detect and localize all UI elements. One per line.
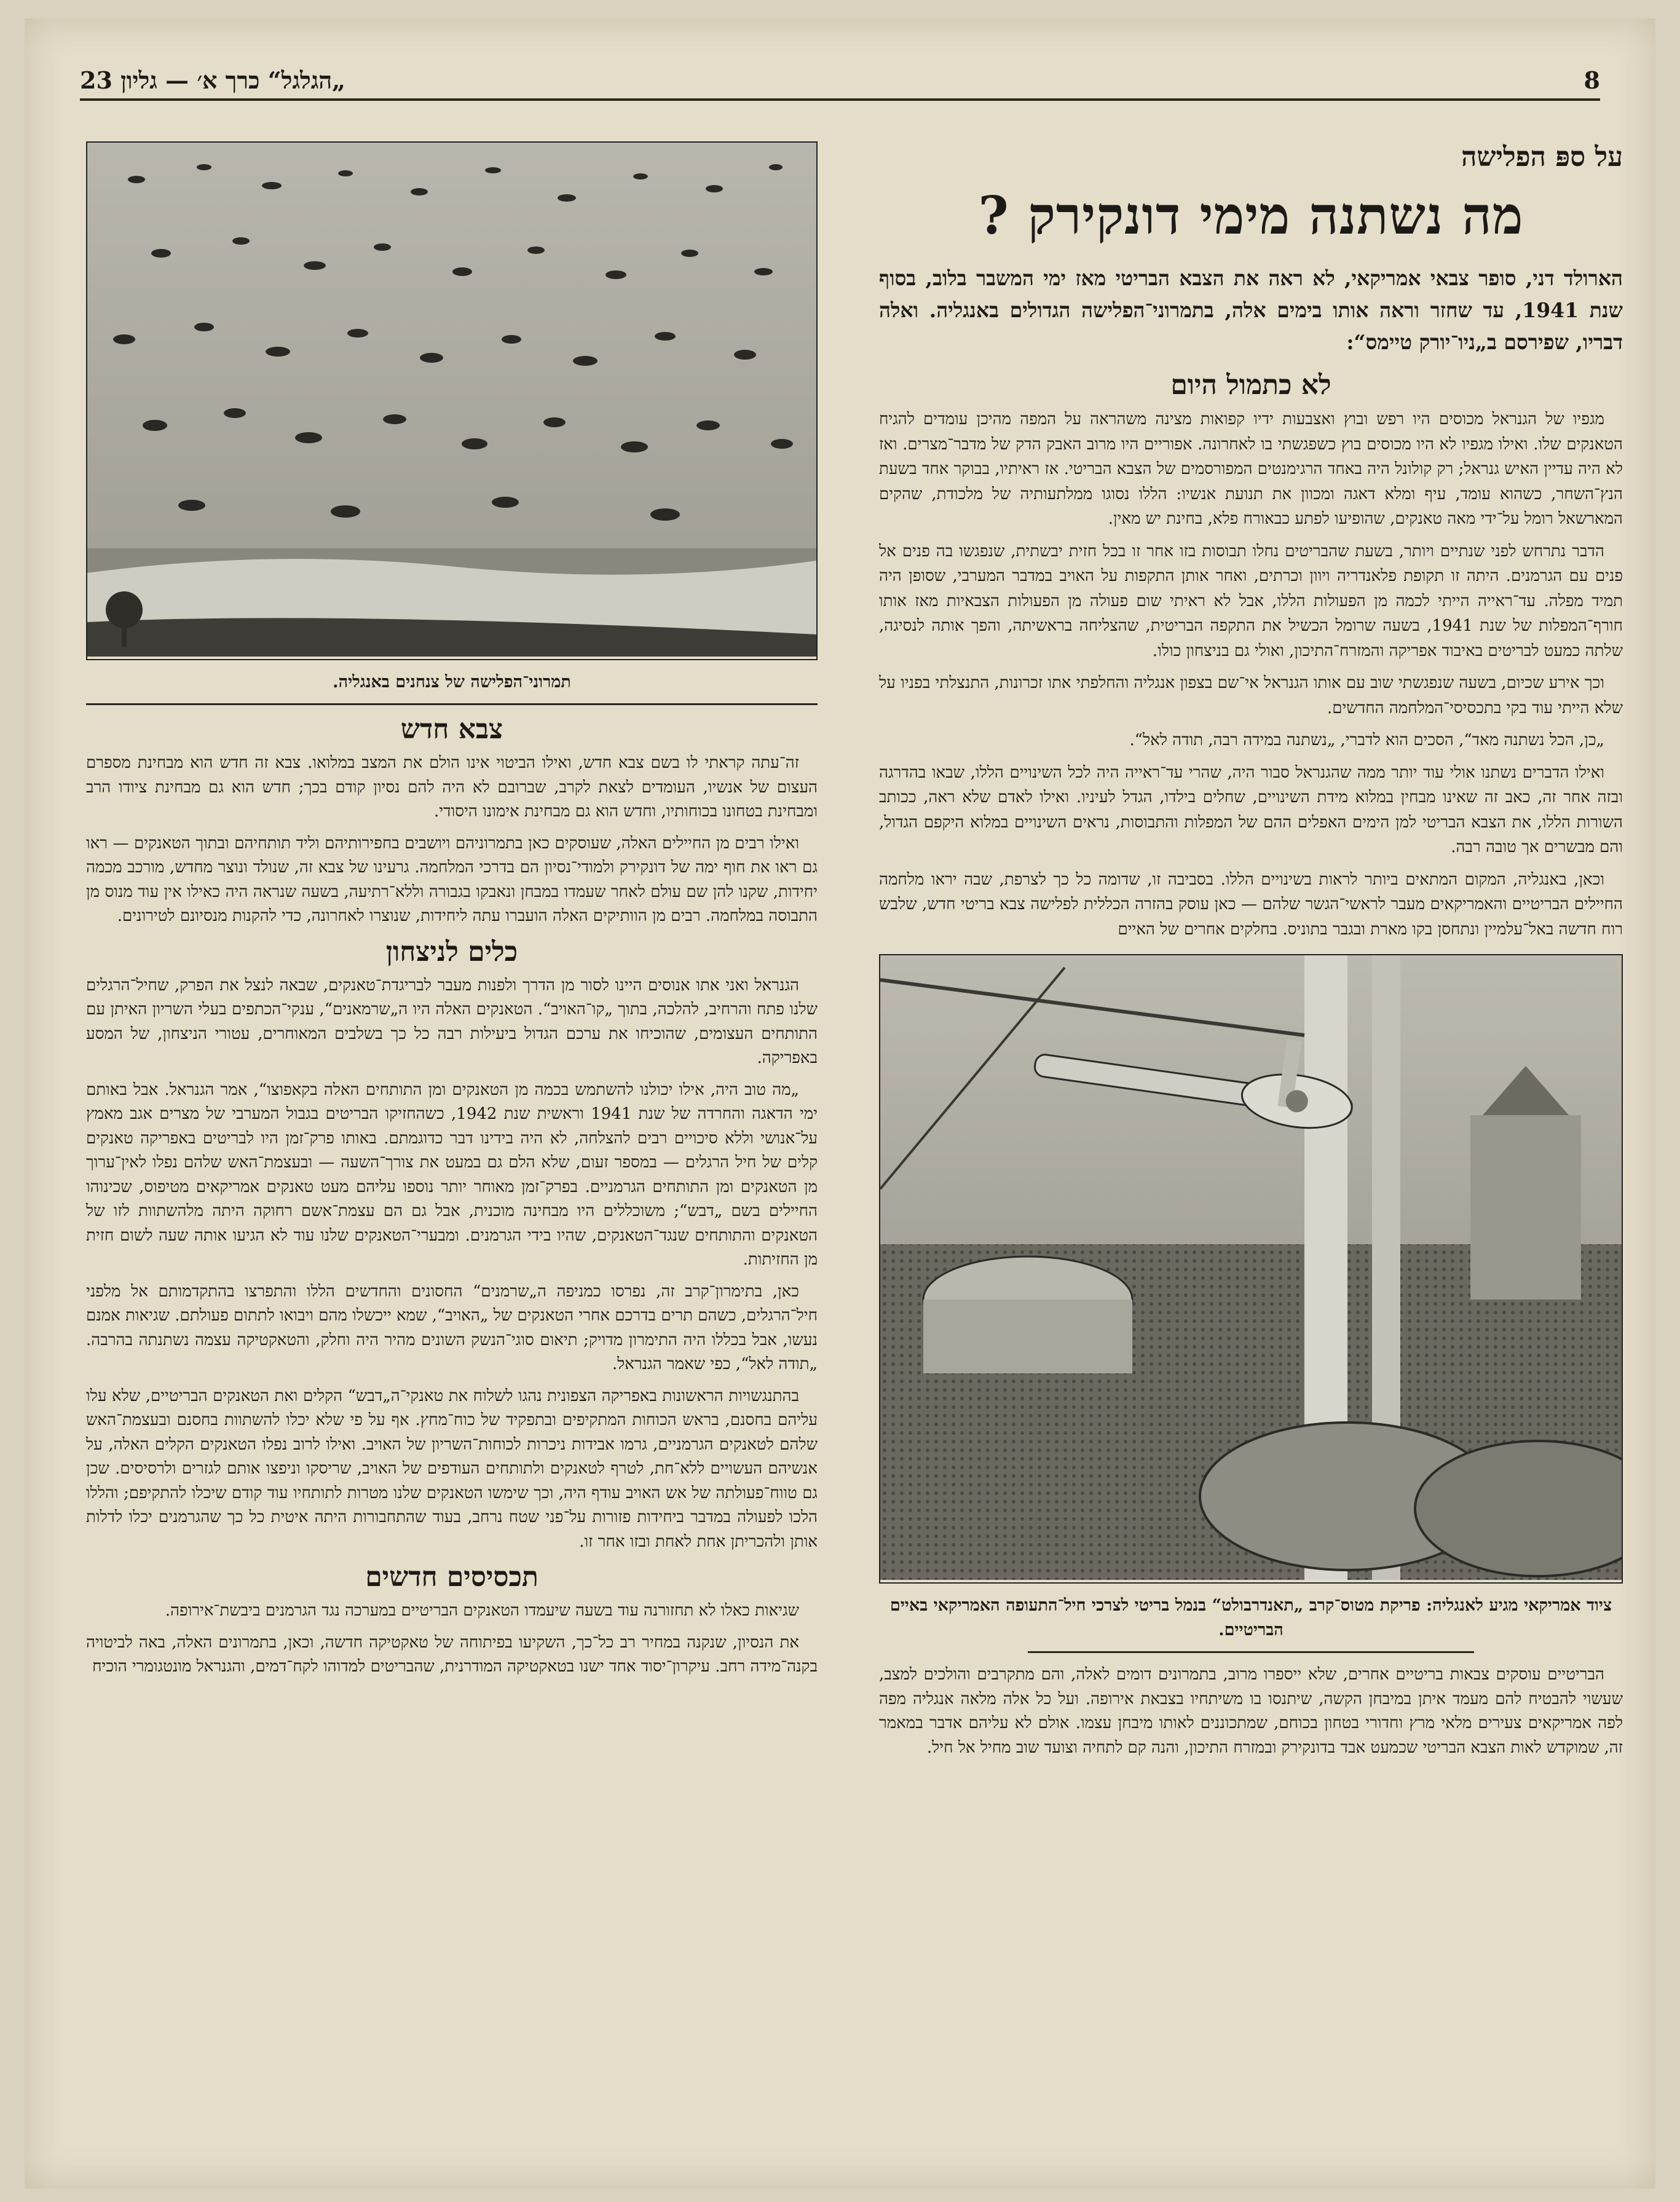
paratroopers-photo xyxy=(86,141,818,660)
subhead-new-tactics: תכסיסים חדשים xyxy=(365,1561,538,1593)
parachutes-sky-photo xyxy=(87,143,816,657)
paragraph: בהתנגשויות הראשונות באפריקה הצפונית נהגו לשלוח את טאנקי־ה„דבש“ הקלים ואת הטאנקים הבריטיים, שלא עלו עליהם בחסנם, בראש הכוחות המתקיפים ובתפקיד של כוח־מחץ. אף על פי שלא יכלו להשתוות בחסנם ובעצמת־האש שלהם לטאנקים הגרמניים, גרמו אבידות ניכרות לכוחות־השריון של האויב. ואילו לרוב נפלו הטאנקים הקלים האלה, על אנשיהם העשויים ללא־חת, לטרף לטאנקים ולתותחים העודפים של האויב, שריסקו וניפצו אותם לגזרים ולרסיסים. שכן גם טווח־פעולתה של אש האויב עודף היה, וכך שימשו הטאנקים שלנו מטרות לתותחיו עוד קודם שיכלו להתקיפם; והללו הלכו לפעולה במדבר ביחידות פזורות על־פני שטח נרחב, בעוד שהתחבורות היתה איטית כל כך שהגרמנים יכלו לדלות אותן ולהכריתן אחת לאחת ובזו אחר זו. xyxy=(86,1386,818,1551)
paragraph: הגנראל ואני אתו אנוסים היינו לסור מן הדרך ולפנות מעבר לבריגדת־טאנקים, שבאה לנצל את הפרק, שחיל־הרגלים שלנו פתח והרחיב, להלכה, בתוך „קו־האויב“. הטאנקים האלה היו ה„שרמאנים“, ענקי־הכתפים בעלי השריון האיתן עם התותחים העצומים, שהוכיחו את ערכם הגדול ביעילות רבה כל כך בשלבים המאוחרים, עטורי הניצחון, של המסע באפריקה. xyxy=(86,976,818,1067)
divider xyxy=(1028,1651,1474,1653)
masthead: „הגלגל“ כרך א׳ — גליון 23 xyxy=(80,66,346,94)
aircraft-unloading-photo xyxy=(879,954,1623,1584)
page-number: 8 xyxy=(1583,66,1600,94)
paragraph: וכאן, באנגליה, המקום המתאים ביותר לראות בשינויים הללו. בסביבה זו, שדומה כל כך לצרפת, שבה יראו מלחמה החיילים הבריטיים והאמריקאים מעבר לראשי־הגשר שלהם — כאן עוסק בהזרה הכללית לפלישה צבא בריטי חדש, שלבש רוח חדשה באל־עלמיין ונתחסן בקו מארת ובגבר בתוניס. בחלקים אחרים של האיים xyxy=(879,870,1623,939)
headline: מה נשתנה מימי דונקירק ? xyxy=(978,185,1524,246)
subhead-new-army: צבא חדש xyxy=(400,714,503,745)
right-column xyxy=(879,141,1623,1767)
paragraph: ואילו הדברים נשתנו אולי עוד יותר ממה שהגנראל סבור היה, שהרי עד־ראייה היה לכל השינויים הללו, שבאו בהדרגה ובזה אחר זה, כאב זה שאינו מבחין במלוא מידת השינויים, שחלים בילדו, הגדל לעיניו. ואילו לאדם שלא ראה, ככותב השורות הללו, את הצבא הבריטי למן הימים האפלים ההם של המפלות והתבוסות, נראים השינויים במלוא היקפם הגדול, והם מבשרים אך טובה רבה. xyxy=(879,763,1623,856)
paragraph: „מה טוב היה, אילו יכולנו להשתמש בכמה מן הטאנקים ומן התותחים האלה בקאפוצו“, אמר הגנראל. אבל באותם ימי הדאגה והחרדה של שנת 1941 וראשית שנת 1942, כשהחזיקו הבריטים בגבול המערבי של מצרים אגב מאמץ על־אנושי וללא סיכויים רבים להצלחה, לא היה בידינו דבר כדוגמתם. באותו פרק־זמן היו לבריטים באפריקה טאנקים קלים של חיל הרגלים — במספר זעום, שלא הלם גם במעט את צורך־השעה — ובעצמת־האש שלהם נפלו לאין־ערוך מן הטאנקים ומן התותחים הגרמניים. בפרק־זמן מאוחר יותר נוספו עליהם מעט טאנקים אמריקאים מטיפוס, שכינוהו החיילים בשם „דבש“; משוכללים היו מבחינה מוכנית, אבל גם הם עצמת־אשם רחוקה היתה מלהשתוות לזו של הטאנקים והתותחים שנגד־הטאנקים, שהיו בידי הגרמנים. ומבערי־הטאנקים שלנו עוד לא הגיעו אותה שעה לשום חזית מן החזיתות. xyxy=(86,1080,818,1269)
paragraph: זה־עתה קראתי לו בשם צבא חדש, ואילו הביטוי אינו הולם את המצב במלואו. צבא זה חדש הוא מבחינת מספרם העצום של אנשיו, העומדים לצאת לקרב, שברובם לא היה להם נסיון קודם בכך; חדש הוא גם מבחינת ציודו הרב ומבחינת בטחונו בכוחותיו, וחדש הוא גם מבחינת אימונו היסודי. xyxy=(86,754,818,821)
paragraph: הבריטיים עוסקים צבאות בריטיים אחרים, שלא ייספרו מרוב, בתמרונים דומים לאלה, והם מתקרבים והולכים למצב, שעשוי להבטיח להם מעמד איתן במיבחן הקשה, שיתנסו בו משיתחיו בצבאת אירופה. ועל כל אלה מלאה אנגליה מפה לפה אמריקאים צעירים מלאי מרץ וחדורי בטחון בכוחם, שמתכוננים לאותו מיבחן עצמו. אולם לא עליהם אדבר במאמר זה, שמוקדש לאות הצבא הבריטי שכמעט אבד בדונקירק ובמזרח התיכון, והנה קם לתחיה וצועד שוב מחיל אל חיל. xyxy=(879,1665,1623,1757)
paragraph: שגיאות כאלו לא תחזורנה עוד בשעה שיעמדו הטאנקים הבריטיים במערכה נגד הגרמנים ביבשת־אירופה. xyxy=(165,1601,799,1620)
subhead-not-like-yesterday: לא כתמול היום xyxy=(1170,369,1331,401)
newspaper-page xyxy=(25,18,1655,2188)
paragraph: וכך אירע שכיום, בשעה שנפגשתי שוב עם אותו הגנראל אי־שם בצפון אנגליה והחלפתי אתו זכרונות, התנצלתי בפניו על שלא הייתי עוד בקי בתכסיסי־המלחמה החדשים. xyxy=(879,674,1623,717)
paragraph: מגפיו של הגנראל מכוסים היו רפש ובוץ ואצבעות ידיו קפואות מצינה משהראה על המפה מהיכן עומדים להגיח הטאנקים שלו. ואילו מגפיו לא היו מכוסים בוץ כשפגשתי בו לאחרונה. אפוריים היו מרוב האבק הדק של מדבר־מצרים. ואז לא היה עדיין האיש גנראל; רק קולונל היה באחד הרגימנטים המפורסמים של הצבא הבריטי. אז ראיתיו, בבוקר אחד בשעת הנץ־השחר, כשהוא עומד, עיף ומלא דאגה ומכוון את תנועת אנשיו: הללו נסוגו ממלתעותיה של מלכודת, שהקים המארשאל רומל על־ידי מאה טאנקים, שהופיעו לפתע כבאורח פלא, בחינת יש מאין. xyxy=(879,410,1623,528)
divider xyxy=(86,703,818,705)
kicker: על ספּ הפלישה xyxy=(1461,141,1623,173)
lead-paragraph: הארולד דני, סופר צבאי אמריקאי, לא ראה את הצבא הבריטי מאז ימי המשבר בלוב, בסוף שנת 1941, עד שחזר וראה אותו בימים אלה, בתמרוני־הפלישה הגדולים באנגליה. ואלה דבריו, שפירסם ב„ניו־יורק טיימס“: xyxy=(879,266,1623,354)
paragraph: הדבר נתרחש לפני שנתיים ויותר, בשעת שהבריטים נחלו תבוסות בזו אחר זו בכל חזית יבשתית, שנפגשו בה פנים אל פנים עם הגרמנים. היתה זו תקופת פלאנדריה ויוון וכרתים, ואחר אותן התקפות על האויב במדבר המערבי, שסופן היה תמיד מפלה. עד־ראייה הייתי לכמה מן הפעולות הללו, אבל לא ראיתי שום פעולה מן הפעולות הצבאיות מאז אותו חורף־המפלות של שנת 1941, בשעה שרומל הכשיל את התקפה הבריטית, שהצליחה בראשיתה, והפך אותה לנסיגה, שלתה כמעט לבריטים באיבוד אפריקה והמזרח־התיכון, ואולי גם בניצחון כולו. xyxy=(879,542,1623,660)
paragraph: את הנסיון, שנקנה במחיר רב כל־כך, השקיעו בפיתוחה של טאקטיקה חדשה, וכאן, בתמרונים האלה, באה לביטויה בקנה־מידה רחב. עיקרון־יסוד אחד ישנו בטאקטיקה המודרנית, שהבריטים למדוהו לקח־דמים, והגנראל מונטגומרי הוכיח xyxy=(86,1633,818,1676)
photo-caption-aircraft: ציוד אמריקאי מגיע לאנגליה: פריקת מטוס־קרב „תאנדרבולט“ בנמל בריטי לצרכי חיל־התעופה האמריקאי באיים הבריטיים. xyxy=(889,1596,1612,1640)
subhead-tools-for-victory: כלים לניצחון xyxy=(385,936,518,968)
left-column xyxy=(86,141,818,1687)
photo-caption-paratroopers: תמרוני־הפלישה של צנחנים באנגליה. xyxy=(333,673,571,692)
page-header xyxy=(80,61,1600,101)
paragraph: ואילו רבים מן החיילים האלה, שעוסקים כאן בתמרוניהם ויושבים בחפירותיהם וליד תותחיהם ובתוך הטאנקים — ראו גם ראו את חוף ימה של דונקירק ולמודי־נסיון הם בדרכי המלחמה. גרעינו של צבא זה, שנולד ונוצר מחדש, מורכב מכמה יחידות, שקנו להן שם עולם לאחר שעמדו במבחן ונאבקו בגבורה וללא־רתיעה, בשעה שנראה היה כאילו אין עוד מנוס מן התבוסה במלחמה. רבים מן הוותיקים האלה הועברו עתה ליחידות, שנוצרו לאחרונה, כדי להקנות מנסיונם לטירונים. xyxy=(86,834,818,925)
paragraph: „כן, הכל נשתנה מאד“, הסכים הוא לדברי, „נשתנה במידה רבה, תודה לאל“. xyxy=(1129,731,1604,749)
aircraft-on-ship-photo xyxy=(880,955,1622,1580)
paragraph: כאן, בתימרון־קרב זה, נפרסו כמניפה ה„שרמנים“ החסונים והחדשים הללו והתפרצו בהתקדמותם אל מלפני חיל־הרגלים, כשהם תרים בדרכם אחרי הטאנקים של „האויב“, שמא ייכשלו מהם ויבואו לתתום פעולתם. שגיאות אמנם נעשו, אבל בכללו היה התימרון מדויק; תיאום סוגי־הנשק השונים מהיר היה וחלק, והטאקטיקה עצמה נשתנתה בהרבה. „תודה לאל“, כפי שאמר הגנראל. xyxy=(86,1282,818,1373)
